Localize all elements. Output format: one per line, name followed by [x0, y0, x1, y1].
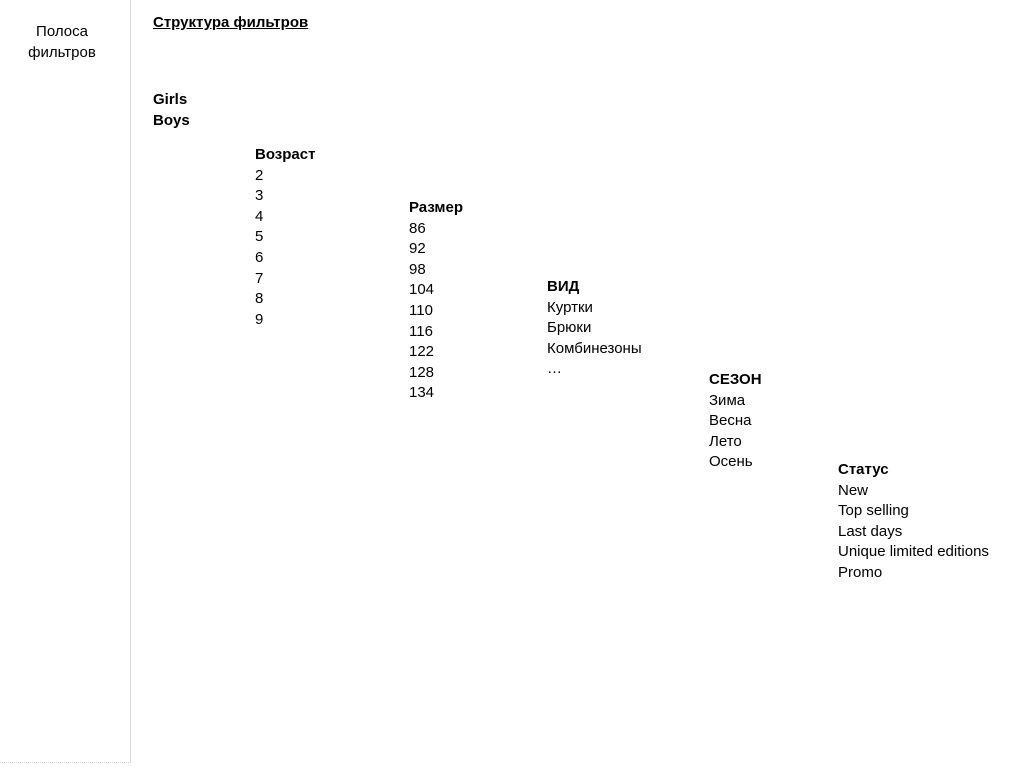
filter-sidebar	[0, 0, 131, 763]
kind-item: Брюки	[547, 319, 592, 337]
size-item: 134	[409, 384, 435, 402]
gender-group	[153, 90, 190, 131]
status-item: New	[838, 481, 869, 499]
size-heading: Размер	[409, 199, 464, 216]
size-item: 110	[409, 301, 433, 319]
season-heading: СЕЗОН	[709, 371, 762, 388]
gender-item-girls: Girls	[153, 91, 188, 108]
age-item: 4	[255, 207, 264, 225]
status-item: Last days	[838, 522, 903, 540]
age-item: 3	[255, 187, 264, 205]
kind-heading: ВИД	[547, 278, 580, 295]
season-item: Зима	[709, 391, 746, 409]
age-item: 2	[255, 166, 264, 184]
kind-group	[547, 277, 642, 380]
age-item: 8	[255, 290, 264, 308]
size-item: 86	[409, 219, 426, 237]
size-item: 128	[409, 363, 435, 381]
sidebar-label	[0, 21, 124, 63]
age-item: 9	[255, 310, 264, 328]
season-item: Весна	[709, 412, 752, 430]
season-group	[709, 370, 762, 473]
season-item: Осень	[709, 453, 753, 471]
age-item: 6	[255, 248, 264, 266]
gender-item-boys: Boys	[153, 111, 190, 129]
kind-item: …	[547, 360, 562, 378]
age-heading: Возраст	[255, 146, 316, 163]
size-item: 122	[409, 343, 435, 361]
size-item: 98	[409, 260, 426, 278]
size-group	[409, 198, 463, 404]
kind-item: Куртки	[547, 298, 593, 316]
age-group	[255, 145, 315, 330]
status-item: Unique limited editions	[838, 543, 989, 561]
status-item: Top selling	[838, 502, 909, 520]
status-heading: Статус	[838, 461, 889, 478]
sidebar-label-line2: фильтров	[28, 44, 96, 61]
age-item: 7	[255, 269, 264, 287]
status-group	[838, 460, 989, 584]
status-item: Promo	[838, 563, 883, 581]
kind-item: Комбинезоны	[547, 339, 642, 357]
size-item: 104	[409, 281, 435, 299]
season-item: Лето	[709, 432, 742, 450]
sidebar-label-line1: Полоса	[36, 23, 88, 40]
size-item: 92	[409, 240, 426, 258]
size-item: 116	[409, 322, 433, 340]
page-title: Структура фильтров	[153, 14, 309, 31]
age-item: 5	[255, 228, 264, 246]
